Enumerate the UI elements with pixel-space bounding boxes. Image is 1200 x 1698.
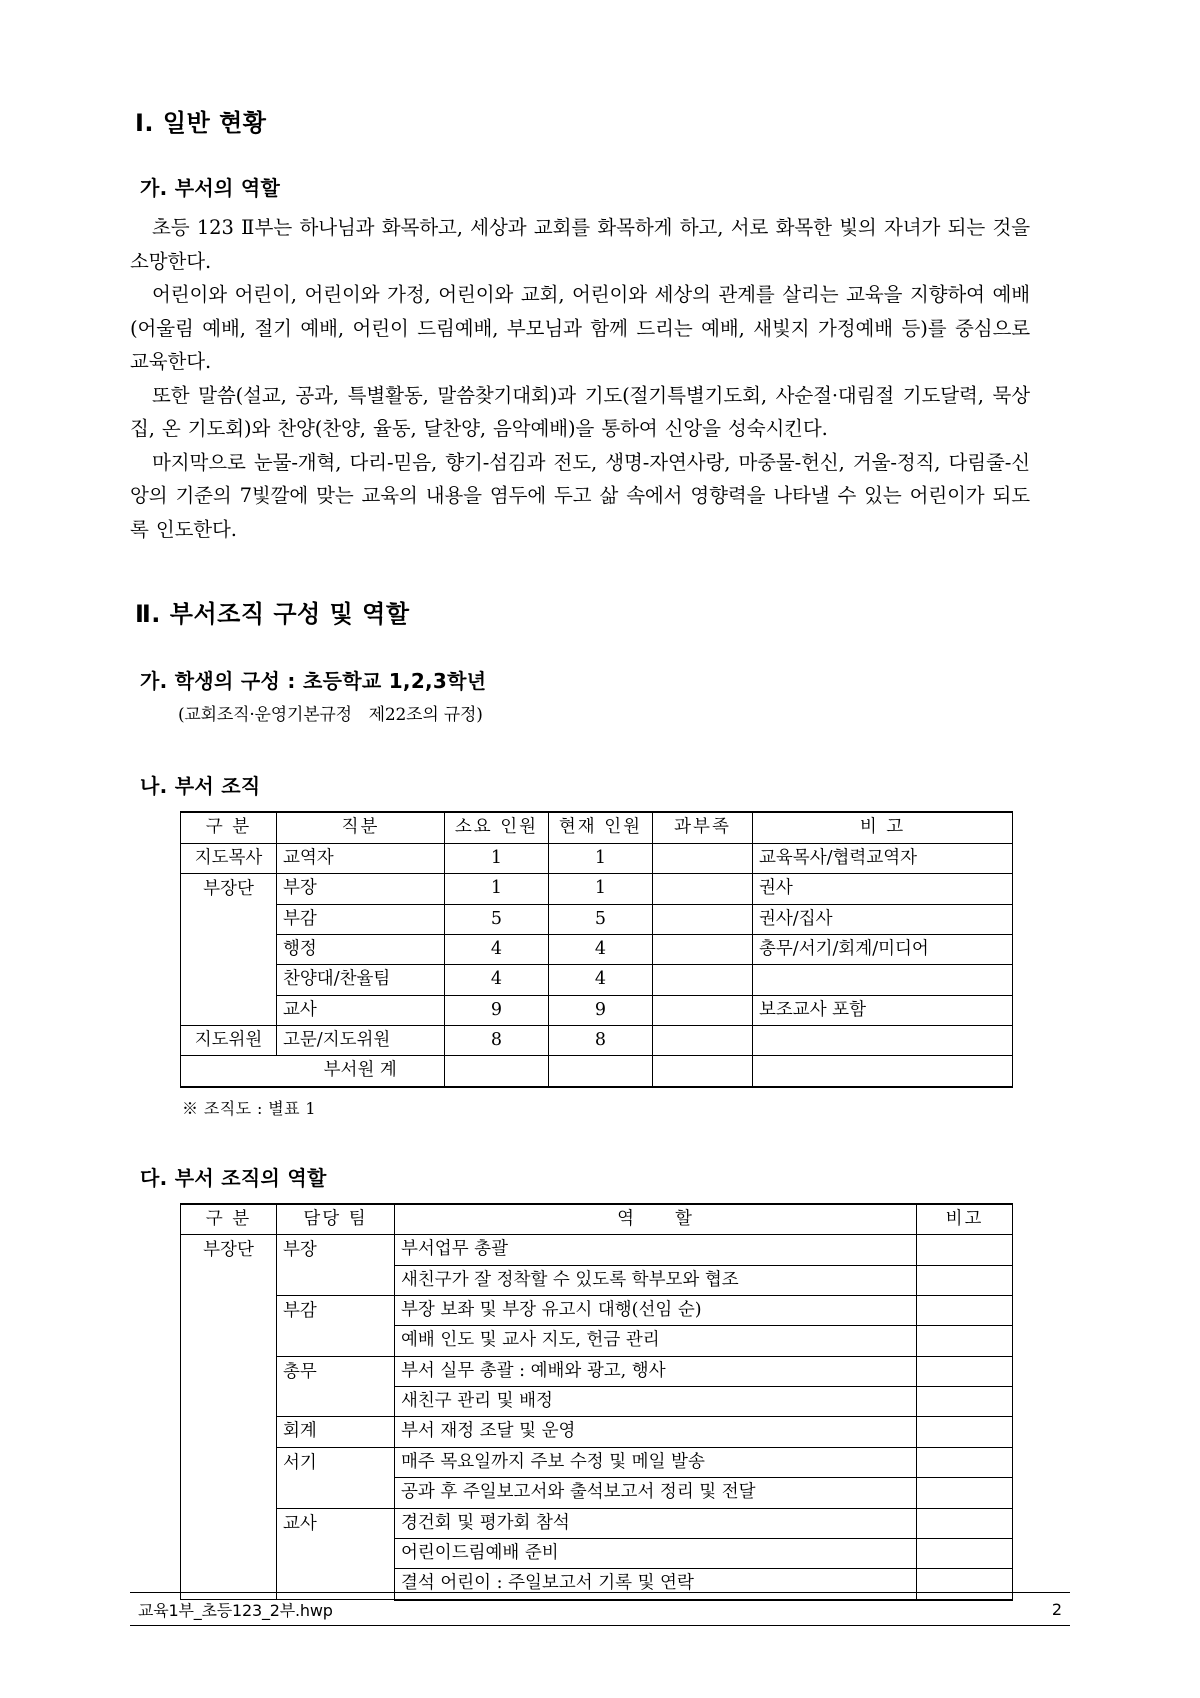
cell-remark: 보조교사 포함 — [753, 995, 1013, 1025]
paragraph-4: 마지막으로 눈물-개혁, 다리-믿음, 향기-섬김과 전도, 생명-자연사랑, 마중물-헌신, 거울-정직, 다림줄-신앙의 기준의 7빛깔에 맞는 교육의 내용을 염두에 두고 삶 속에서 영향력을 나타낼 수 있는 어린이가 되도록 인도한다. — [130, 450, 1030, 541]
cell-remark — [753, 1026, 1013, 1056]
cell-duty: 새친구가 잘 정착할 수 있도록 학부모와 협조 — [395, 1265, 917, 1295]
table-total-row — [181, 1056, 1013, 1087]
cell-surplus — [653, 934, 753, 964]
cell-current: 8 — [549, 1026, 653, 1056]
col-header-position: 직분 — [277, 812, 445, 843]
cell-duty: 부서 재정 조달 및 운영 — [395, 1417, 917, 1447]
paragraph-3: 또한 말씀(설교, 공과, 특별활동, 말씀찾기대회)과 기도(절기특별기도회, 사순절·대림절 기도달력, 묵상집, 온 기도회)와 찬양(찬양, 율동, 달찬양, 음악예배)을 통하여 신앙을 성숙시킨다. — [130, 383, 1030, 441]
cell-total-surplus — [653, 1056, 753, 1087]
section-heading-1: Ⅰ. 일반 현황 — [135, 109, 267, 137]
footer-filename: 교육1부_초등123_2부.hwp — [138, 1600, 333, 1620]
cell-duty: 새친구 관리 및 배정 — [395, 1387, 917, 1417]
cell-position: 고문/지도위원 — [277, 1026, 445, 1056]
table-row — [181, 1295, 1013, 1325]
cell-division: 지도목사 — [181, 843, 277, 873]
cell-team: 교사 — [277, 1508, 395, 1600]
roles-table — [180, 1203, 1013, 1601]
organization-table-note: ※ 조직도 : 별표 1 — [182, 1098, 316, 1118]
cell-duty: 공과 후 주일보고서와 출석보고서 정리 및 전달 — [395, 1478, 917, 1508]
cell-duty: 부서업무 총괄 — [395, 1235, 917, 1265]
cell-remark — [917, 1265, 1013, 1295]
cell-remark — [917, 1447, 1013, 1477]
cell-remark: 교육목사/협력교역자 — [753, 843, 1013, 873]
cell-duty: 부서 실무 총괄 : 예배와 광고, 행사 — [395, 1356, 917, 1386]
cell-position: 교역자 — [277, 843, 445, 873]
section1-paragraphs — [130, 211, 1030, 546]
cell-duty: 어린이드림예배 준비 — [395, 1538, 917, 1568]
organization-table — [180, 811, 1013, 1087]
cell-total-current — [549, 1056, 653, 1087]
cell-remark — [917, 1387, 1013, 1417]
paragraph-2: 어린이와 어린이, 어린이와 가정, 어린이와 교회, 어린이와 세상의 관계를 살리는 교육을 지향하여 예배(어울림 예배, 절기 예배, 어린이 드림예배, 부모님과 함께 드리는 예배, 새빛지 가정예배 등)를 중심으로 교육한다. — [130, 283, 1030, 374]
col-header-duty: 역 할 — [395, 1204, 917, 1235]
cell-remark — [917, 1295, 1013, 1325]
paragraph-1: 초등 123 Ⅱ부는 하나님과 화목하고, 세상과 교회를 화목하게 하고, 서로 화목한 빛의 자녀가 되는 것을 소망한다. — [130, 216, 1030, 273]
cell-surplus — [653, 995, 753, 1025]
cell-needed: 8 — [445, 1026, 549, 1056]
table-row — [181, 874, 1013, 904]
table-row — [181, 965, 1013, 995]
col-header-division: 구 분 — [181, 812, 277, 843]
cell-position: 찬양대/찬율팀 — [277, 965, 445, 995]
subsection-2a-note: (교회조직·운영기본규정 제22조의 규정) — [178, 704, 483, 725]
cell-team: 부감 — [277, 1295, 395, 1356]
cell-duty: 예배 인도 및 교사 지도, 헌금 관리 — [395, 1326, 917, 1356]
cell-needed: 1 — [445, 843, 549, 873]
subsection-heading-2b: 나. 부서 조직 — [140, 774, 261, 799]
table-row — [181, 1026, 1013, 1056]
cell-team: 총무 — [277, 1356, 395, 1417]
cell-position: 교사 — [277, 995, 445, 1025]
cell-surplus — [653, 874, 753, 904]
cell-duty: 경건회 및 평가회 참석 — [395, 1508, 917, 1538]
cell-current: 1 — [549, 874, 653, 904]
cell-total-remark — [753, 1056, 1013, 1087]
cell-remark — [917, 1417, 1013, 1447]
table-row — [181, 1417, 1013, 1447]
cell-total-label-left — [181, 1056, 277, 1087]
cell-current: 4 — [549, 965, 653, 995]
cell-team: 부장 — [277, 1235, 395, 1296]
cell-remark — [917, 1478, 1013, 1508]
cell-remark — [917, 1235, 1013, 1265]
cell-surplus — [653, 1026, 753, 1056]
cell-remark: 권사 — [753, 874, 1013, 904]
col-header-remark: 비 고 — [753, 812, 1013, 843]
cell-remark — [917, 1326, 1013, 1356]
section-heading-2: Ⅱ. 부서조직 구성 및 역할 — [135, 599, 410, 628]
cell-surplus — [653, 843, 753, 873]
table-row — [181, 904, 1013, 934]
cell-position: 부장 — [277, 874, 445, 904]
page-content — [130, 108, 1030, 1601]
cell-current: 9 — [549, 995, 653, 1025]
table-header-row — [181, 1204, 1013, 1235]
col-header-remark: 비고 — [917, 1204, 1013, 1235]
cell-needed: 9 — [445, 995, 549, 1025]
table-row — [181, 1447, 1013, 1477]
cell-duty: 부장 보좌 및 부장 유고시 대행(선임 순) — [395, 1295, 917, 1325]
cell-current: 5 — [549, 904, 653, 934]
cell-duty: 매주 목요일까지 주보 수정 및 메일 발송 — [395, 1447, 917, 1477]
cell-remark — [753, 965, 1013, 995]
subsection-heading-1a: 가. 부서의 역할 — [140, 176, 281, 201]
cell-needed: 5 — [445, 904, 549, 934]
cell-division: 부장단 — [181, 1235, 277, 1600]
table-row — [181, 1356, 1013, 1386]
cell-position: 부감 — [277, 904, 445, 934]
cell-division: 부장단 — [181, 874, 277, 1026]
cell-team: 회계 — [277, 1417, 395, 1447]
table-row — [181, 1508, 1013, 1538]
cell-needed: 1 — [445, 874, 549, 904]
cell-current: 4 — [549, 934, 653, 964]
col-header-needed: 소요 인원 — [445, 812, 549, 843]
cell-needed: 4 — [445, 934, 549, 964]
cell-current: 1 — [549, 843, 653, 873]
subsection-heading-2a: 가. 학생의 구성 : 초등학교 1,2,3학년 — [140, 668, 487, 693]
cell-total-needed — [445, 1056, 549, 1087]
cell-duty: 결석 어린이 : 주일보고서 기록 및 연락 — [395, 1569, 917, 1600]
cell-remark — [917, 1356, 1013, 1386]
cell-total-label: 부서원 계 — [277, 1056, 445, 1087]
table-row — [181, 934, 1013, 964]
cell-remark — [917, 1538, 1013, 1568]
cell-remark: 총무/서기/회계/미디어 — [753, 934, 1013, 964]
cell-position: 행정 — [277, 934, 445, 964]
table-row — [181, 995, 1013, 1025]
cell-team: 서기 — [277, 1447, 395, 1508]
footer-page-number: 2 — [1051, 1599, 1062, 1619]
col-header-surplus: 과부족 — [653, 812, 753, 843]
cell-surplus — [653, 904, 753, 934]
page-footer — [130, 1592, 1070, 1626]
subsection-heading-2c: 다. 부서 조직의 역할 — [140, 1165, 327, 1190]
col-header-team: 담당 팀 — [277, 1204, 395, 1235]
table-header-row — [181, 812, 1013, 843]
col-header-division: 구 분 — [181, 1204, 277, 1235]
cell-remark — [917, 1508, 1013, 1538]
table-row — [181, 843, 1013, 873]
table-row — [181, 1235, 1013, 1265]
cell-needed: 4 — [445, 965, 549, 995]
cell-surplus — [653, 965, 753, 995]
col-header-current: 현재 인원 — [549, 812, 653, 843]
cell-division: 지도위원 — [181, 1026, 277, 1056]
cell-remark: 권사/집사 — [753, 904, 1013, 934]
